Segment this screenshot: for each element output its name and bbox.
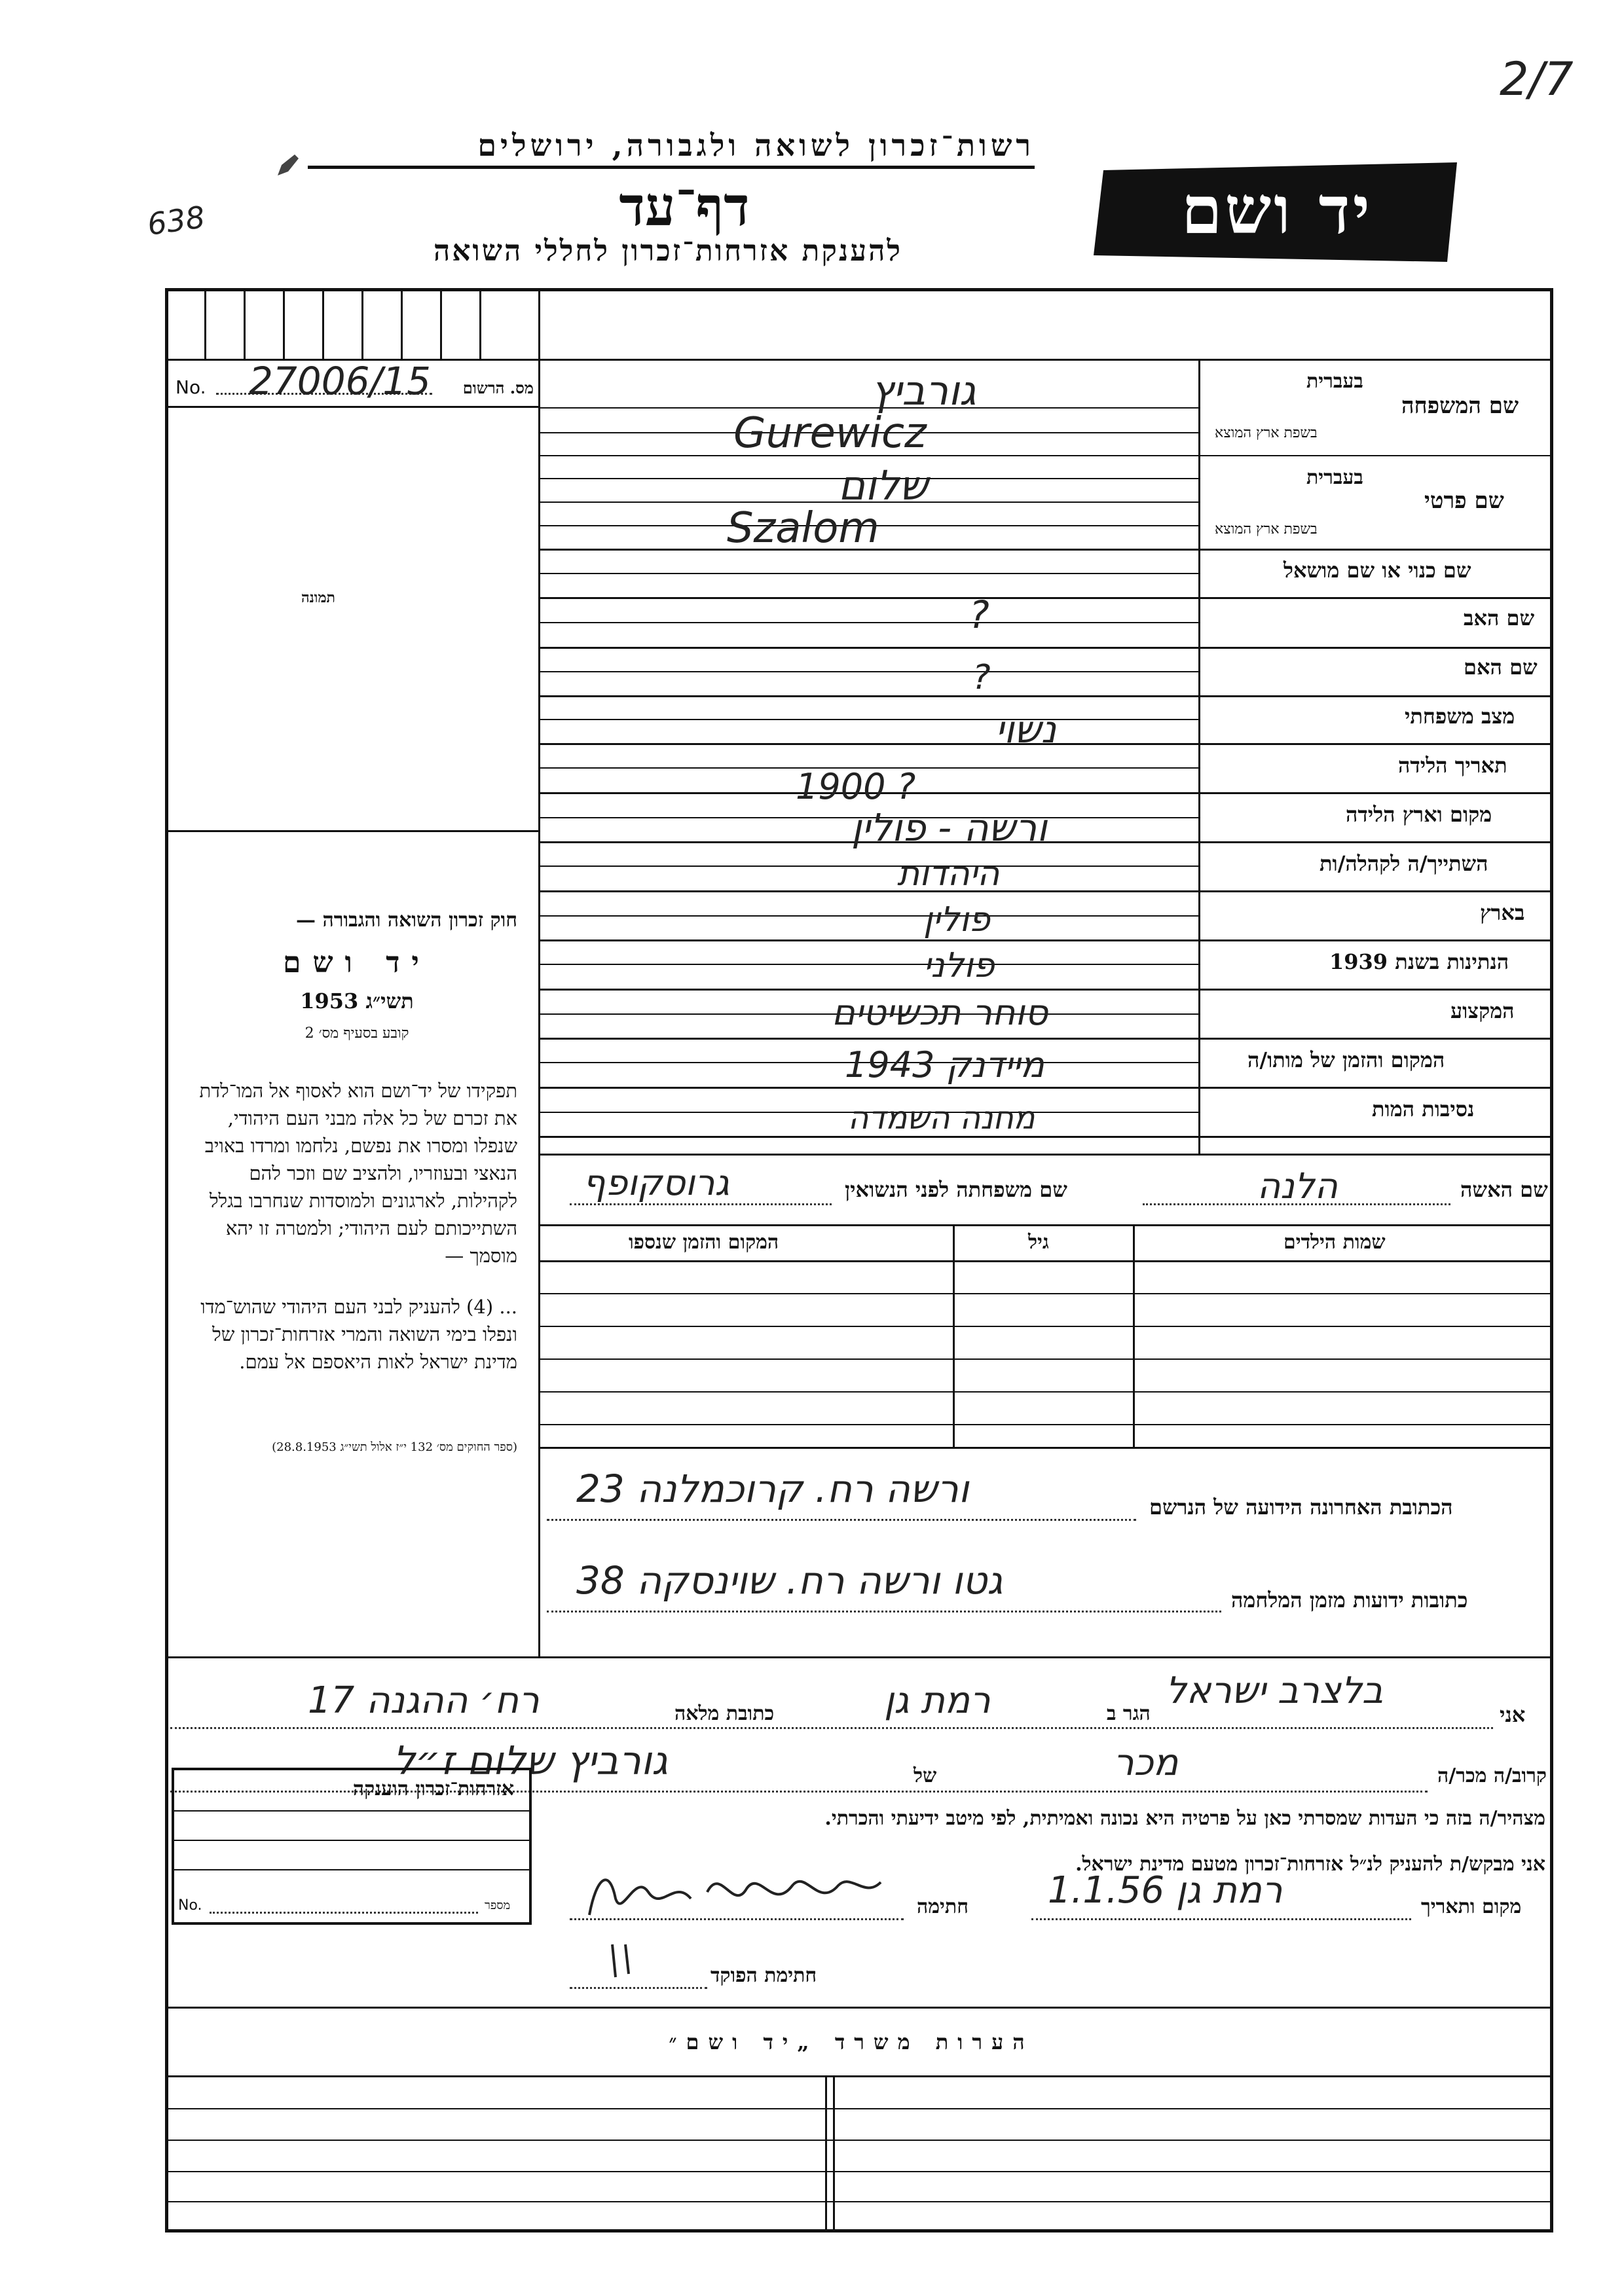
death-place-label: המקום והזמן של מותו/ה [1247, 1048, 1445, 1072]
death-cause-label: נסיבות המות [1372, 1097, 1475, 1121]
first-name-hebrew: שלום [838, 462, 929, 509]
wife-label: שם האשה [1460, 1177, 1548, 1202]
relation-label: קרוב/ה מכר/ה [1437, 1764, 1547, 1787]
corner-mark: 2/7 [1500, 52, 1574, 106]
birthplace-label: מקום וארץ הלידה [1346, 802, 1492, 827]
first-name-label: שם פרטי [1424, 488, 1504, 514]
community-label: השתייך/ה לקהלה/ות [1320, 851, 1488, 876]
war-address-value: גטו ורשה רח. שוינסקה 38 [576, 1558, 1003, 1603]
registration-number: 27006/15 [249, 359, 431, 403]
last-address-label: הכתובת האחרונה הידועה של הנרשם [1149, 1495, 1453, 1520]
mother-label: שם האם [1464, 655, 1538, 680]
officer-mark [602, 1938, 642, 1984]
officer-signature-label: חתימת הפוקד [710, 1964, 817, 1987]
of-label: של [913, 1764, 937, 1787]
birthdate-value: 1900 ? [796, 766, 916, 807]
country-label: בארץ [1480, 900, 1525, 925]
i-label: אני [1500, 1702, 1526, 1727]
war-address-label: כתובות ידועות מזמן המלחמה [1231, 1588, 1468, 1613]
first-origin-label: בשפת ארץ המוצא [1215, 521, 1318, 538]
father-value: ? [969, 592, 989, 637]
death-cause-value: מחנה השמדה [848, 1100, 1035, 1137]
marital-status-value: נשוי [995, 707, 1057, 752]
citizenship-box-no-label: No. [178, 1897, 202, 1914]
relation-value: מכר [1113, 1741, 1179, 1784]
family-name-hebrew: גורביץ [871, 367, 976, 414]
photo-label: תמונה [301, 589, 335, 606]
declaration-text: מצהיר/ה בזה כי העדות שמסרתי כאן על פרטיה היא נכונה ואמיתית, לפי מיטב ידיעתי והכרתי. [824, 1807, 1545, 1830]
citizenship-value: פולני [923, 946, 995, 985]
label-column-divider [1198, 359, 1200, 1154]
family-origin-label: בשפת ארץ המוצא [1215, 425, 1318, 441]
address-label: כתובת מלאה [674, 1702, 775, 1725]
place-date-label: מקום ותאריך [1421, 1895, 1522, 1918]
page-title: דף־עד [619, 175, 750, 238]
left-column-divider [538, 288, 540, 1656]
law-text: תפקידו של יד־ושם הוא לאסוף אל המו־לדת את זכרם של כל אלה מבני העם היהודי, שנפלו ומסרו את נפשם, נלחמו ומרדו באויב הנאצי ובעוזריו, ולהציב שם וזכר להם לקהילות, לארגונים ולמוסדות שנחרבו בגלל השתייכותם לעם היהודי; ולמטרה זו יהא מוסמך — [199, 1080, 517, 1267]
signature-label: חתימה [917, 1895, 969, 1918]
yad-vashem-logo [1090, 157, 1464, 267]
mother-value: ? [972, 658, 991, 697]
top-boxes [165, 288, 542, 360]
citizenship-label: הנתינות בשנת 1939 [1329, 949, 1509, 974]
maiden-name-label: שם משפחתה לפני הנשואין [845, 1177, 1067, 1202]
children-names-header: שמות הילדים [1283, 1231, 1386, 1254]
page-subtitle: להענקת אזרחות־זכרון לחללי השואה [433, 234, 902, 268]
registration-label: מס. הרשום [462, 378, 534, 397]
death-place-value: מיידנק 1943 [845, 1044, 1044, 1085]
law-reference: (ספר החוקים מס׳ 132 י״ז אלול תשי״ג 28.8.1953) [272, 1440, 517, 1454]
first-name-origin: Szalom [727, 504, 879, 553]
country-value: פולין [923, 900, 990, 939]
resides-value: רמת גן [884, 1679, 991, 1722]
father-label: שם האב [1464, 606, 1535, 630]
nickname-label: שם כנוי או שם מושאל [1283, 558, 1471, 583]
law-year: תשי״ג 1953 [300, 989, 414, 1013]
citizenship-box-title: אזרחות־זכרון הוענקה [352, 1777, 514, 1800]
law-title: חוק זכרון השואה והגבורה — [296, 909, 517, 932]
profession-value: סוחר תכשיטים [832, 992, 1048, 1033]
resides-label: הגר ב [1107, 1702, 1151, 1725]
place-date-value: רמת גן 1.1.56 [1048, 1869, 1283, 1912]
birthplace-value: ורשה - פולין [851, 805, 1048, 850]
birthdate-label: תאריך הלידה [1398, 753, 1507, 778]
authority-line: רשות־זכרון לשואה ולגבורה, ירושלים [308, 128, 1035, 169]
last-address-value: ורשה רח. קרוכמלנה 23 [576, 1467, 969, 1511]
law-name: יד ושם [283, 946, 431, 979]
profession-label: המקצוע [1450, 998, 1515, 1023]
law-text-2: ... (4) להעניק לבני העם היהודי שהוש־מדו ונפלו בימי השואה והמרי אזרחות־זכרון של מדינת ישראל לאות היאספם אל עמם. [200, 1296, 517, 1373]
law-clause: קובע בסעיף מס׳ 2 [304, 1025, 409, 1042]
family-name-label: שם המשפחה [1401, 393, 1519, 419]
children-place-header: המקום והזמן שנספו [629, 1231, 779, 1254]
family-name-origin: Gurewicz [733, 409, 927, 458]
registration-no-label: No. [175, 376, 206, 398]
logo-text: יד ושם [1181, 172, 1373, 249]
office-notes-title: הערות משרד „יד ושם״ [669, 2030, 1034, 2054]
community-value: היהדות [897, 854, 1000, 894]
first-hebrew-label: בעברית [1306, 466, 1363, 489]
request-text: אני מבקש/ת להעניק לנ״ל אזרחות־זכרון מטעם מדינת ישראל. [1075, 1853, 1545, 1876]
family-hebrew-label: בעברית [1306, 370, 1363, 393]
declarant-name: בלצרב ישראל [1166, 1669, 1384, 1712]
of-value: גורביץ שלום ז״ל [393, 1738, 668, 1784]
children-age-header: גיל [1028, 1231, 1049, 1254]
address-value: רח׳ ההגנה 17 [308, 1679, 540, 1722]
marital-status-label: מצב משפחתי [1405, 704, 1515, 729]
wife-value: הלנה [1257, 1165, 1338, 1207]
signature-mark [576, 1853, 891, 1925]
pencil-icon [275, 152, 301, 178]
maiden-name-value: גרוסקופף [583, 1162, 729, 1203]
stamp-number: 638 [145, 199, 208, 242]
citizenship-box-number-label: מספר [485, 1899, 511, 1912]
